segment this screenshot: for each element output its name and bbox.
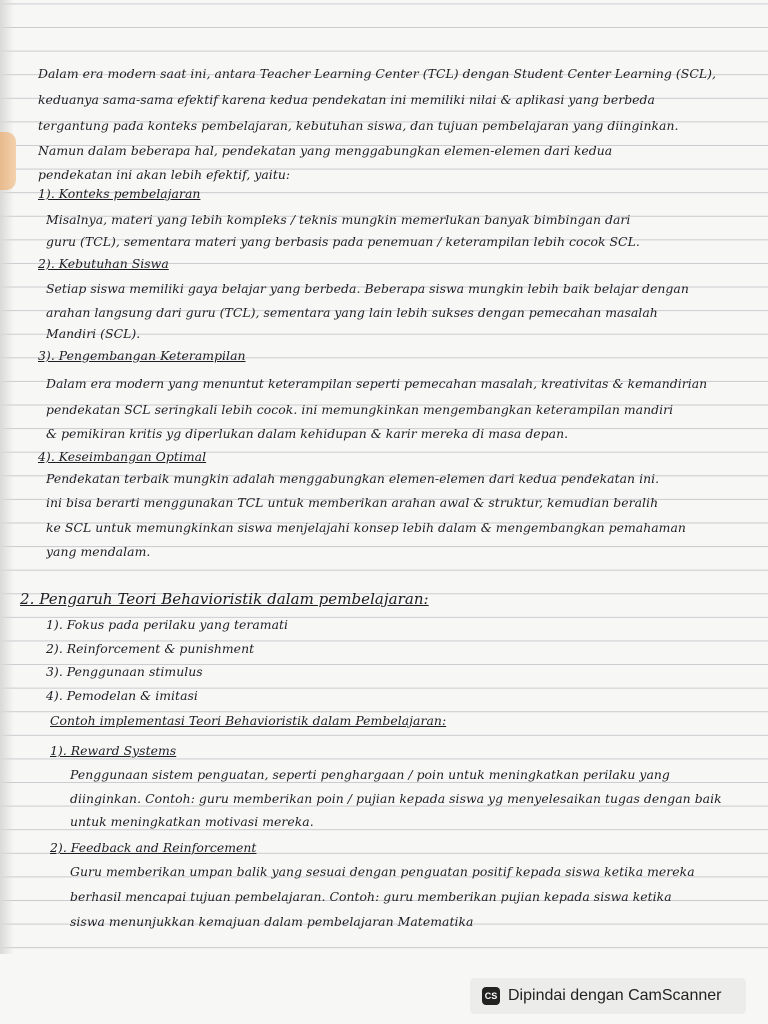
section-heading: 2). Feedback and Reinforcement xyxy=(50,840,257,855)
watermark-text: Dipindai dengan CamScanner xyxy=(508,987,722,1004)
text-line: yang mendalam. xyxy=(46,544,151,559)
camscanner-logo-icon: CS xyxy=(482,987,500,1005)
text-line: siswa menunjukkan kemajuan dalam pembelajaran Matematika xyxy=(70,914,474,929)
section-heading: 3). Pengembangan Keterampilan xyxy=(38,348,246,363)
text-line: Mandiri (SCL). xyxy=(46,326,141,341)
text-line: ini bisa berarti menggunakan TCL untuk memberikan arahan awal & struktur, kemudian beralih xyxy=(46,495,659,510)
text-line: Penggunaan sistem penguatan, seperti penghargaan / poin untuk meningkatkan perilaku yang xyxy=(70,767,670,782)
text-line: pendekatan ini akan lebih efektif, yaitu: xyxy=(38,167,291,182)
text-line: diinginkan. Contoh: guru memberikan poin / pujian kepada siswa yg menyelesaikan tugas dengan baik xyxy=(70,791,722,806)
list-item: 4). Pemodelan & imitasi xyxy=(46,688,198,703)
text-line: tergantung pada konteks pembelajaran, kebutuhan siswa, dan tujuan pembelajaran yang diinginkan. xyxy=(38,118,679,133)
text-line: Guru memberikan umpan balik yang sesuai dengan penguatan positif kepada siswa ketika mereka xyxy=(70,864,695,879)
section-heading: 1). Reward Systems xyxy=(50,743,177,758)
section-heading: 1). Konteks pembelajaran xyxy=(38,186,201,201)
text-line: Dalam era modern saat ini, antara Teacher Learning Center (TCL) dengan Student Center Learning (SCL), xyxy=(38,66,716,81)
list-item: 2). Reinforcement & punishment xyxy=(46,641,255,656)
text-line: berhasil mencapai tujuan pembelajaran. Contoh: guru memberikan pujian kepada siswa ketika xyxy=(70,889,672,904)
camscanner-watermark xyxy=(470,978,746,1014)
text-line: Namun dalam beberapa hal, pendekatan yang menggabungkan elemen-elemen dari kedua xyxy=(38,143,613,158)
text-line: Dalam era modern yang menuntut keterampilan seperti pemecahan masalah, kreativitas & kemandirian xyxy=(46,376,708,391)
text-line: arahan langsung dari guru (TCL), sementara yang lain lebih sukses dengan pemecahan masalah xyxy=(46,305,658,320)
text-line: Pendekatan terbaik mungkin adalah menggabungkan elemen-elemen dari kedua pendekatan ini. xyxy=(46,471,660,486)
section-heading: 2). Kebutuhan Siswa xyxy=(38,256,169,271)
list-item: 1). Fokus pada perilaku yang teramati xyxy=(46,617,289,632)
text-line: Misalnya, materi yang lebih kompleks / teknis mungkin memerlukan banyak bimbingan dari xyxy=(46,212,631,227)
text-line: ke SCL untuk memungkinkan siswa menjelajahi konsep lebih dalam & mengembangkan pemahaman xyxy=(46,520,686,535)
text-line: pendekatan SCL seringkali lebih cocok. ini memungkinkan mengembangkan keterampilan mandiri xyxy=(46,402,674,417)
text-line: & pemikiran kritis yg diperlukan dalam kehidupan & karir mereka di masa depan. xyxy=(46,426,569,441)
section-heading: Contoh implementasi Teori Behavioristik dalam Pembelajaran: xyxy=(50,713,447,728)
text-line: keduanya sama-sama efektif karena kedua pendekatan ini memiliki nilai & aplikasi yang berbeda xyxy=(38,92,655,107)
text-line: Setiap siswa memiliki gaya belajar yang berbeda. Beberapa siswa mungkin lebih baik belajar dengan xyxy=(46,281,689,296)
list-item: 3). Penggunaan stimulus xyxy=(46,664,203,679)
question-heading: 2. Pengaruh Teori Behavioristik dalam pembelajaran: xyxy=(20,590,429,608)
section-heading: 4). Keseimbangan Optimal xyxy=(38,449,207,464)
text-line: untuk meningkatkan motivasi mereka. xyxy=(70,814,314,829)
text-line: guru (TCL), sementara materi yang berbasis pada penemuan / keterampilan lebih cocok SCL. xyxy=(46,234,640,249)
